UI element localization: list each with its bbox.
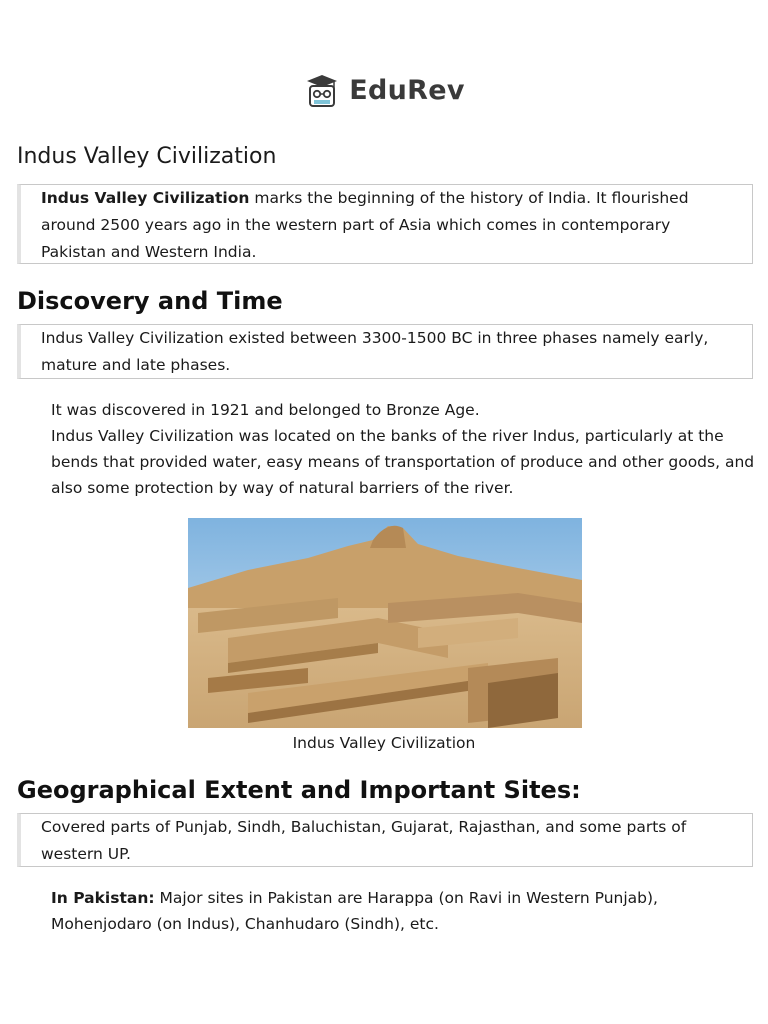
figure-caption: Indus Valley Civilization [292,734,476,752]
intro-text: marks the beginning of the history of India. It flourished around 2500 years ago in the western part of Asia which comes in contemporary Pakistan and Western India. [41,189,689,261]
brand-name: EduRev [349,74,465,106]
discovery-box [17,324,753,379]
discovery-line: Indus Valley Civilization was located on the banks of the river Indus, particularly at the bends that provided water, easy means of transportation of produce and other goods, and also some protection by way of natural barriers of the river. [51,427,755,497]
section-heading-geography: Geographical Extent and Important Sites: [17,776,581,804]
pakistan-text: Major sites in Pakistan are Harappa (on Ravi in Western Punjab), Mohenjodaro (on Indus), Chanhudaro (Sindh), etc. [51,889,658,933]
geography-box-text: Covered parts of Punjab, Sindh, Baluchistan, Gujarat, Rajasthan, and some parts of western UP. [41,818,687,863]
discovery-box-text: Indus Valley Civilization existed between 3300-1500 BC in three phases namely early, mature and late phases. [41,329,709,374]
discovery-paragraph [51,397,757,501]
geography-box [17,813,753,867]
intro-bold: Indus Valley Civilization [41,189,250,207]
site-photo [188,518,582,728]
pakistan-paragraph [51,885,757,937]
brand-logo[interactable] [0,70,768,110]
intro-box [17,184,753,264]
graduation-cap-icon [303,72,341,108]
pakistan-label: In Pakistan: [51,889,155,907]
discovery-line: It was discovered in 1921 and belonged to Bronze Age. [51,401,480,419]
page-title: Indus Valley Civilization [17,144,277,169]
section-heading-discovery: Discovery and Time [17,287,283,315]
